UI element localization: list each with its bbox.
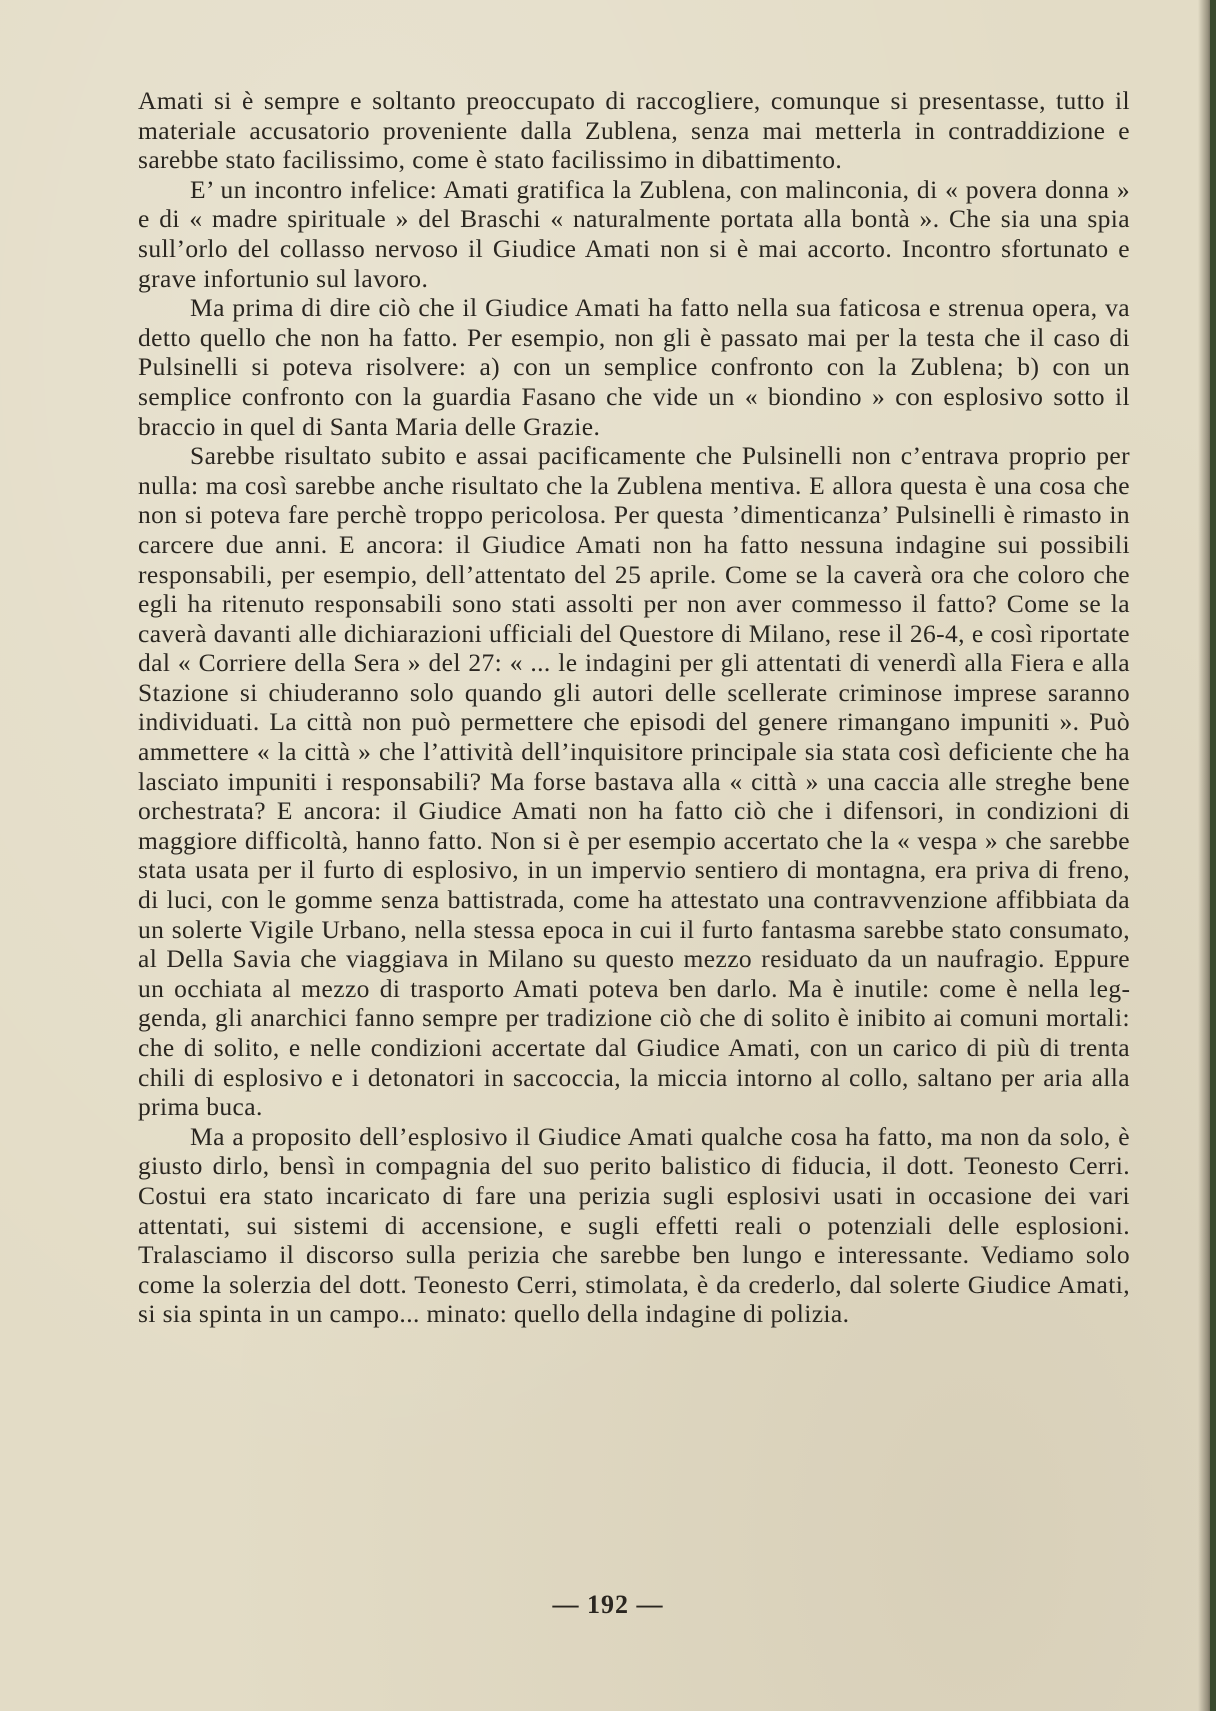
paragraph-4: Sarebbe risultato subito e assai pacificamente che Pulsinelli non c’entrava proprio per nulla: ma così sarebbe anche risultato che la Zublena mentiva. E allora questa è una cosa che non si poteva fare perchè troppo pericolosa. Per questa ’dimenticanza’ Pulsinelli è rimasto in carcere due anni. E ancora: il Giudice Amati non ha fatto nessuna indagine sui possibili responsabili, per esempio, dell’attentato del 25 aprile. Come se la caverà ora che coloro che egli ha ritenuto responsabili sono stati assolti per non aver commesso il fatto? Come se la caverà davanti alle dichiarazioni ufficiali del Questore di Milano, rese il 26-4, e così riportate dal « Corriere della Sera » del 27: « ... le indagini per gli attentati di venerdì alla Fiera e alla Stazione si chiuderanno solo quando gli autori delle scellerate criminose imprese saranno individuati. La città non può permettere che episodi del genere rimangano impuniti ». Può ammettere « la città » che l’attività dell’inquisitore principale sia stata così deficiente che ha lasciato impuniti i responsabili? Ma forse bastava alla « città » una caccia alle streghe bene orchestrata? E ancora: il Giudice Amati non ha fatto ciò che i difensori, in condizioni di maggiore difficoltà, hanno fatto. Non si è per esempio accertato che la « vespa » che sarebbe stata usata per il furto di esplosivo, in un impervio sentiero di montagna, era priva di freno, di luci, con le gomme senza battistrada, come ha attestato una contravvenzione affibbiata da un solerte Vigile Urbano, nella stessa epoca in cui il furto fantasma sarebbe stato consumato, al Della Savia che viaggiava in Milano su questo mezzo residuato da un naufragio. Eppure un occhiata al mezzo di trasporto Amati poteva ben darlo. Ma è inutile: come è nella leggenda, gli anarchici fanno sempre per tradizione ciò che di solito è inibito ai comuni mortali: che di solito, e nelle condizioni accertate dal Giudice Amati, con un carico di più di trenta chili di esplosivo e i detonatori in saccoccia, la miccia intorno al collo, saltano per aria alla prima buca. bbox=[138, 441, 1130, 1122]
paragraph-3: Ma prima di dire ciò che il Giudice Amati ha fatto nella sua faticosa e strenua opera, va detto quello che non ha fatto. Per esempio, non gli è passato mai per la testa che il caso di Pulsinelli si poteva risolvere: a) con un semplice confronto con la Zublena; b) con un semplice confronto con la guardia Fasano che vide un « biondino » con esplosivo sotto il braccio in quel di Santa Maria delle Grazie. bbox=[138, 293, 1130, 441]
book-cover-edge bbox=[1210, 0, 1216, 1711]
page-number: — 192 — bbox=[552, 1590, 664, 1619]
paragraph-2: E’ un incontro infelice: Amati gratifica la Zublena, con malinconia, di « povera donna » e di « madre spirituale » del Braschi « naturalmente portata alla bontà ». Che sia una spia sull’orlo del collasso nervoso il Giudice Amati non si è mai accorto. Incontro sfortunato e grave infortunio sul lavoro. bbox=[138, 174, 1130, 293]
paragraph-1: Amati si è sempre e soltanto preoccupato di raccogliere, comunque si presentasse, tutto il materiale accusatorio proveniente dalla Zublena, senza mai metterla in contraddizione e sarebbe stato facilissimo, come è stato facilissimo in dibattimento. bbox=[138, 86, 1130, 175]
paragraph-5: Ma a proposito dell’esplosivo il Giudice Amati qualche cosa ha fatto, ma non da solo, è giusto dirlo, bensì in compagnia del suo perito balistico di fiducia, il dott. Teonesto Cerri. Costui era stato incaricato di fare una perizia sugli esplosivi usati in occasione dei vari attentati, sui sistemi di accensione, e sugli effetti reali o potenziali delle esplosioni. Tralasciamo il discorso sulla perizia che sarebbe ben lungo e interessante. Vediamo solo come la solerzia del dott. Teonesto Cerri, stimolata, è da crederlo, dal solerte Giudice Amati, si sia spinta in un campo... minato: quello della indagine di polizia. bbox=[138, 1121, 1130, 1329]
body-text bbox=[138, 86, 1130, 1329]
